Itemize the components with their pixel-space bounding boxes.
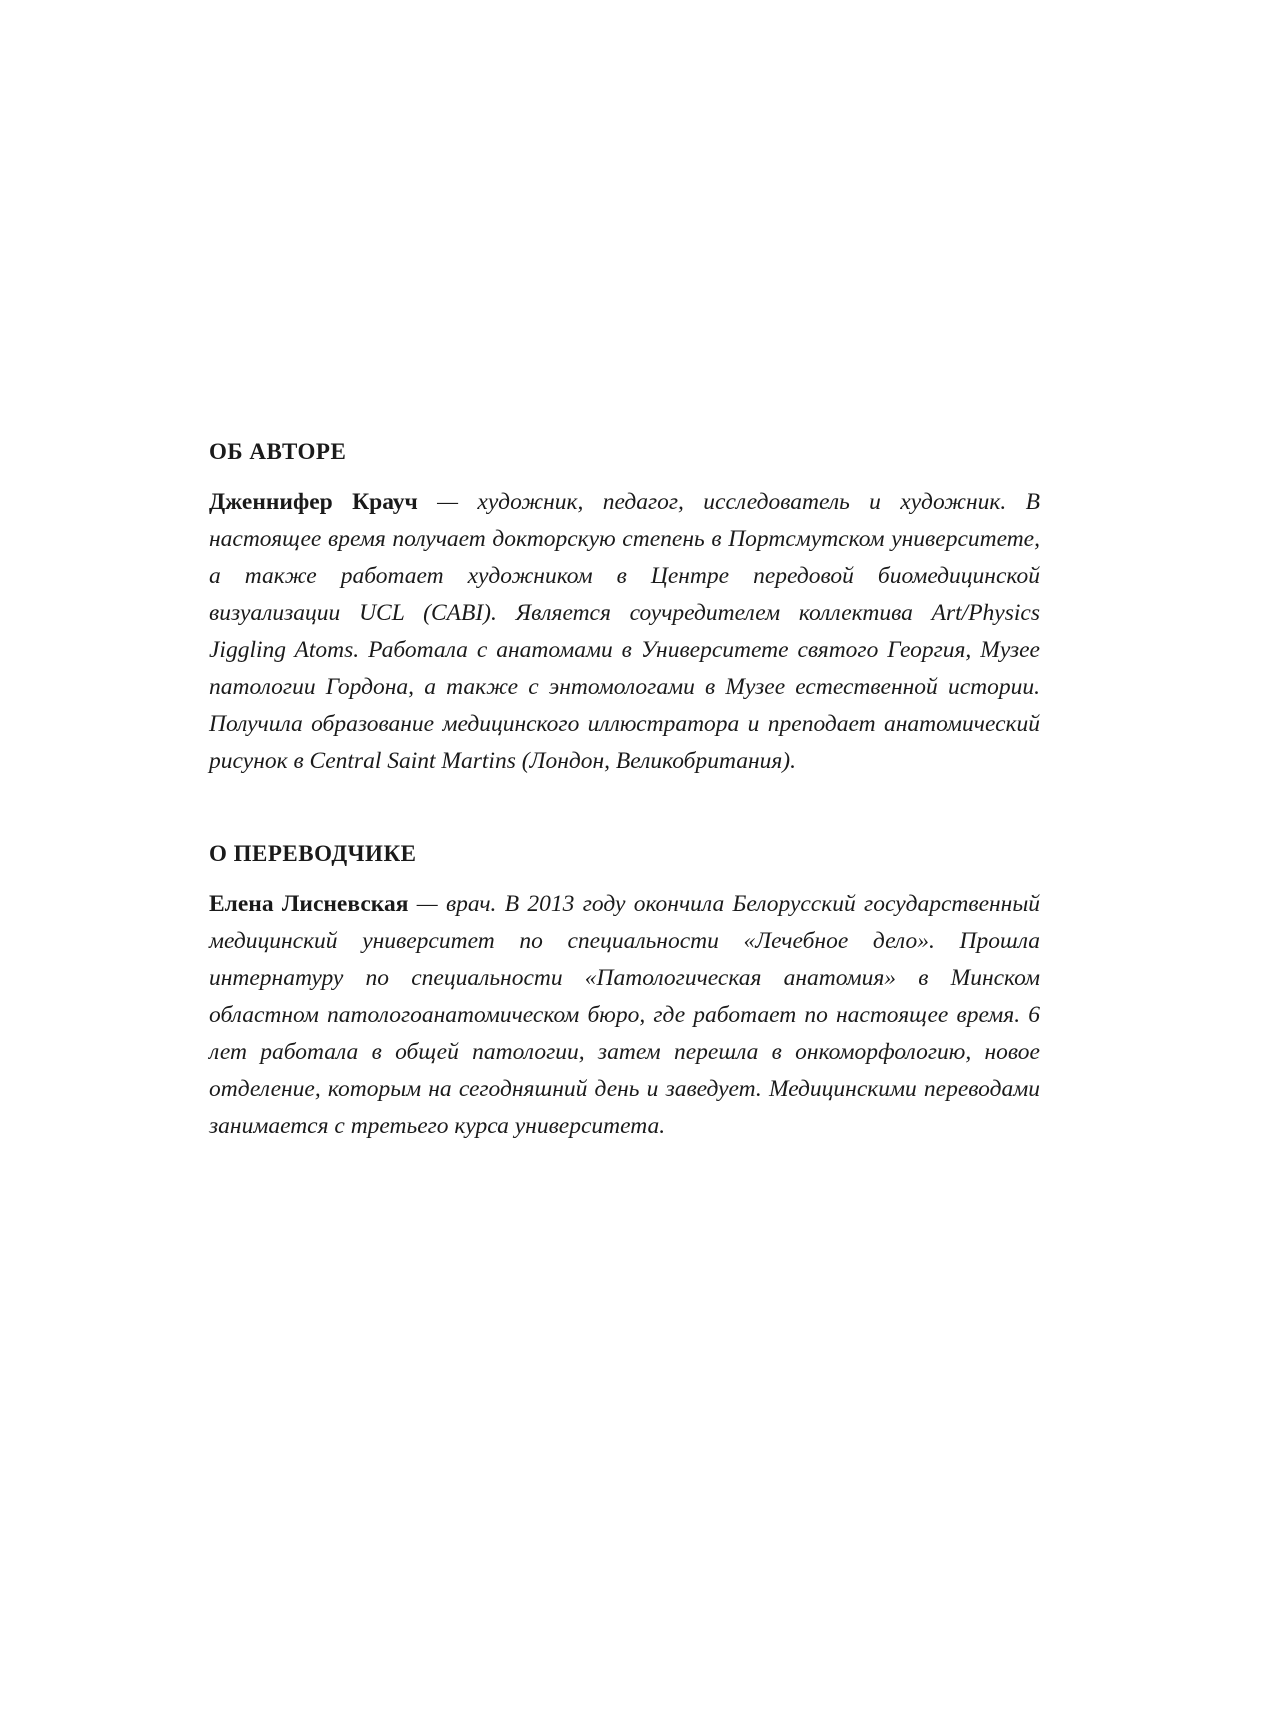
translator-name: Елена Лисневская xyxy=(209,891,409,917)
translator-bio-text: — врач. В 2013 году окончила Белорусский государственный медицинский университет по специальности «Лечебное дело». Прошла интернатуру по специальности «Патологическая анатомия» в Минском областном патологоанатомическом бюро, где работает по настоящее время. 6 лет работала в общей патологии, затем перешла в онкоморфологию, новое отделение, которым на сегодняшний день и заведует. Медицинскими переводами занимается с третьего курса университета. xyxy=(209,891,1041,1139)
about-author-section xyxy=(209,438,1040,780)
about-author-heading: ОБ АВТОРЕ xyxy=(209,439,347,464)
translator-bio xyxy=(209,886,1040,1145)
author-name: Дженнифер Крауч xyxy=(209,489,418,515)
about-translator-heading: О ПЕРЕВОДЧИКЕ xyxy=(209,841,417,866)
about-translator-section xyxy=(209,840,1040,1145)
author-bio-text: — художник, педагог, исследователь и художник. В настоящее время получает докторскую степень в Портсмутском университете, а также работает художником в Центре передовой биомедицинской визуализации UCL (CABI). Является соучредителем коллектива Art/Physics Jiggling Atoms. Работала с анатомами в Университете святого Георгия, Музее патологии Гордона, а также с энтомологами в Музее естественной истории. Получила образование медицинского иллюстратора и преподает анатомический рисунок в Central Saint Martins (Лондон, Великобритания). xyxy=(209,489,1040,774)
author-bio xyxy=(209,484,1040,780)
